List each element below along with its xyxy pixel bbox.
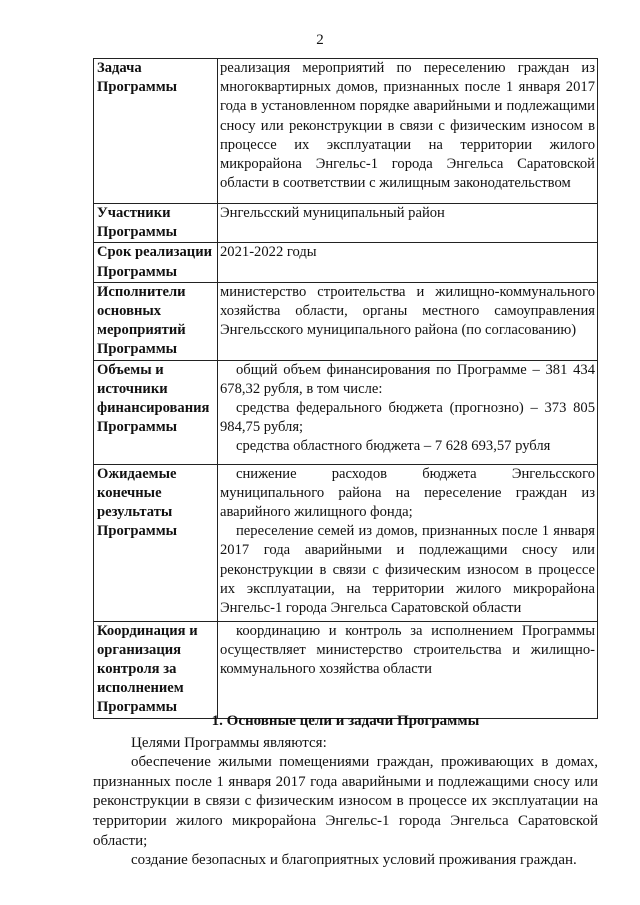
- value-paragraph: координацию и контроль за исполнением Программы осуществляет министерство строительства и жилищно-коммунального хозяйства области: [220, 622, 595, 678]
- table-row: [94, 243, 598, 282]
- table-row: [94, 360, 598, 464]
- value-paragraph: переселение семей из домов, признанных после 1 января 2017 года аварийными и подлежащими сносу или реконструкции в связи с физическим износом в процессе их эксплуатации, на территории жилого микрорайона Энгельс-1 города Энгельса Саратовской области: [220, 523, 595, 617]
- program-passport-table: [93, 58, 598, 719]
- row-value: [218, 464, 598, 621]
- row-label: Задача Программы: [94, 59, 218, 204]
- row-value: [218, 204, 598, 243]
- value-paragraph: средства областного бюджета – 7 628 693,57 рубля: [236, 438, 551, 455]
- row-value: [218, 282, 598, 360]
- row-value: [218, 243, 598, 282]
- row-label: Срок реализации Программы: [94, 243, 218, 282]
- table-row: [94, 621, 598, 718]
- row-label: Объемы и источники финансирования Программы: [94, 360, 218, 464]
- value-paragraph: реализация мероприятий по переселению граждан из многоквартирных домов, признанных после 1 января 2017 года в установленном порядке аварийными и подлежащими сносу или реконструкции в связи с физическим износом в процессе их эксплуатации на территории жилого микрорайона Энгельс-1 города Энгельса Саратовской области в соответствии с жилищным законодательством: [220, 60, 595, 192]
- value-paragraph: Энгельсский муниципальный район: [220, 205, 445, 221]
- row-label: Исполнители основных мероприятий Программы: [94, 282, 218, 360]
- section-paragraph: обеспечение жилыми помещениями граждан, проживающих в домах, признанных после 1 января 2017 года аварийными и подлежащими сносу или реконструкции в связи с физическим износом в процессе их эксплуатации на территории жилого микрорайона Энгельс-1 города Энгельса Саратовской области;: [93, 754, 598, 849]
- row-label: Ожидаемые конечные результаты Программы: [94, 464, 218, 621]
- page-number: 2: [316, 32, 324, 48]
- section-paragraph: создание безопасных и благоприятных условий проживания граждан.: [131, 852, 577, 869]
- row-value: [218, 621, 598, 718]
- section-paragraph: Целями Программы являются:: [131, 734, 327, 751]
- table-row: [94, 204, 598, 243]
- value-paragraph: министерство строительства и жилищно-коммунального хозяйства области, органы местного самоуправления Энгельсского муниципального района (по согласованию): [220, 283, 595, 339]
- table-row: [94, 464, 598, 621]
- value-paragraph: общий объем финансирования по Программе – 381 434 678,32 рубля, в том числе:: [220, 361, 595, 397]
- row-value: [218, 360, 598, 464]
- goals-section: [93, 712, 598, 871]
- row-label: Координация и организация контроля за исполнением Программы: [94, 621, 218, 718]
- section-title: 1. Основные цели и задачи Программы: [211, 713, 480, 729]
- row-label: Участники Программы: [94, 204, 218, 243]
- table-row: [94, 59, 598, 204]
- row-value: [218, 59, 598, 204]
- value-paragraph: снижение расходов бюджета Энгельсского муниципального района на переселение граждан из аварийного жилищного фонда;: [220, 465, 595, 521]
- value-paragraph: 2021-2022 годы: [220, 244, 317, 261]
- table-row: [94, 282, 598, 360]
- value-paragraph: средства федерального бюджета (прогнозно) – 373 805 984,75 рубля;: [220, 400, 595, 436]
